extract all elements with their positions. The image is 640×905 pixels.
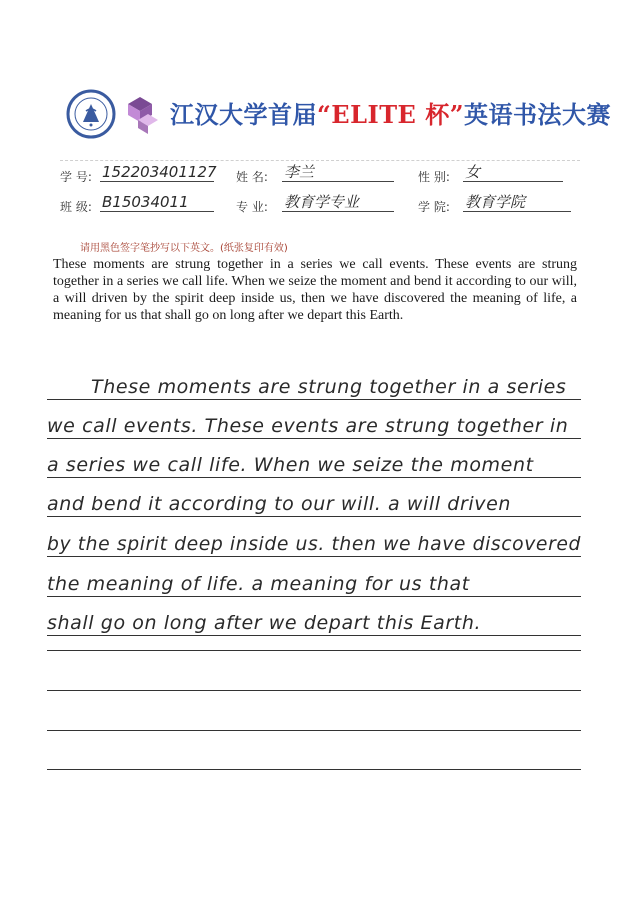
handwriting-line[interactable] (47, 650, 581, 651)
class-label: 班 级: (60, 200, 92, 214)
handwriting-line[interactable]: by the spirit deep inside us. then we have discovered (47, 533, 581, 555)
handwriting-line[interactable]: shall go on long after we depart this Earth. (47, 611, 581, 636)
name-field[interactable]: 李兰 (282, 163, 394, 182)
class-field[interactable]: B15034011 (100, 193, 214, 212)
page-title (170, 95, 611, 130)
handwriting-line[interactable]: and bend it according to our will. a will driven (47, 492, 581, 517)
title-prefix: 江汉大学首届 (170, 101, 317, 129)
contest-logo-icon (124, 92, 162, 136)
source-passage: These moments are strung together in a series we call events. These events are strung together in a series we call life. When we seize the moment and bend it according to our will, a will driven by the spirit deep inside us, then we have discovered the meaning of life, a meaning for us that shall go on long after we depart this Earth. (53, 257, 577, 323)
college-field[interactable]: 教育学院 (463, 193, 571, 212)
university-emblem-icon (66, 89, 116, 139)
handwriting-line[interactable]: a series we call life. When we seize the moment (47, 453, 581, 478)
handwriting-line[interactable]: we call events. These events are strung together in (47, 414, 581, 439)
college-label: 学 院: (418, 200, 450, 214)
name-label: 姓 名: (236, 170, 268, 184)
handwriting-line[interactable] (47, 730, 581, 731)
student-id-label: 学 号: (60, 170, 92, 184)
title-highlight: “ELITE 杯” (317, 100, 465, 129)
handwriting-line[interactable]: These moments are strung together in a series (47, 375, 581, 400)
major-label: 专 业: (236, 200, 268, 214)
handwriting-line[interactable] (47, 690, 581, 691)
major-field[interactable]: 教育学专业 (282, 193, 394, 212)
student-id-field[interactable]: 152203401127 (102, 163, 217, 181)
divider (60, 160, 580, 161)
instruction-text: 请用黑色签字笔抄写以下英文。(纸张复印有效) (80, 243, 288, 254)
gender-field[interactable]: 女 (463, 163, 563, 182)
handwriting-line[interactable]: the meaning of life. a meaning for us that (47, 572, 581, 597)
gender-label: 性 别: (418, 170, 450, 184)
handwriting-line[interactable] (47, 769, 581, 770)
title-suffix: 英语书法大赛 (464, 101, 612, 129)
